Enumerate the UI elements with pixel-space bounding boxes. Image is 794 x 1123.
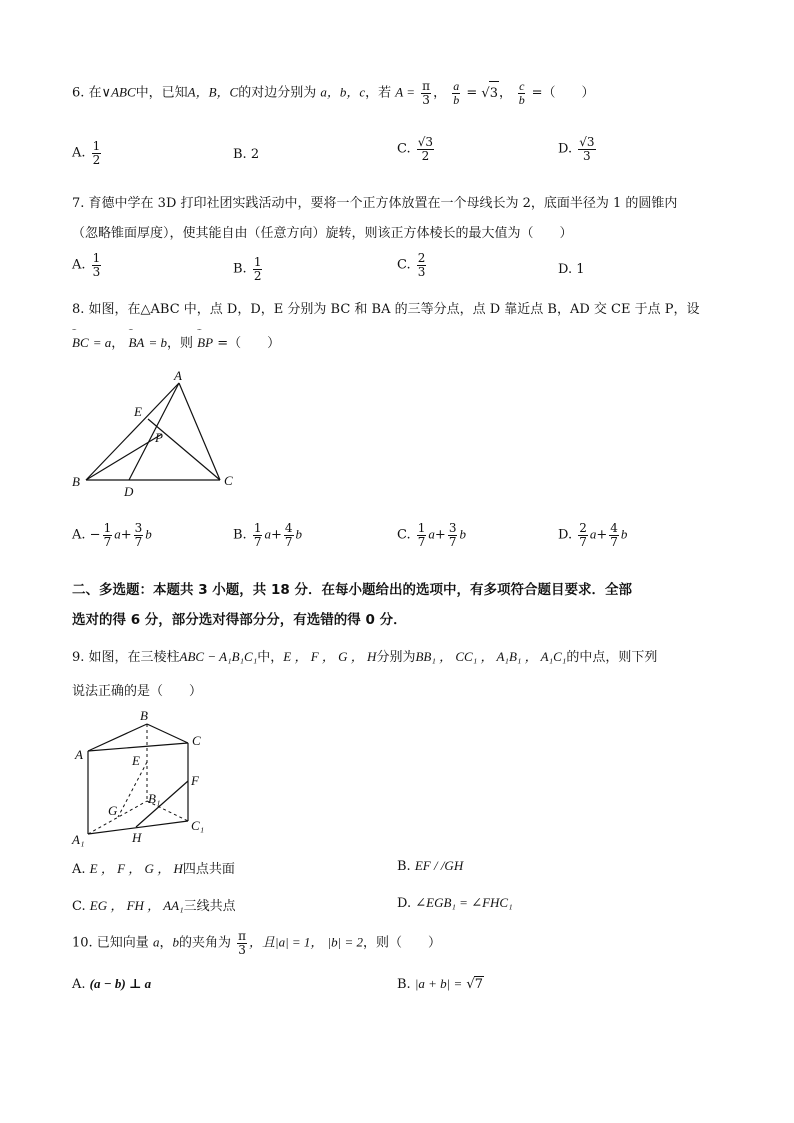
label-b: B (72, 474, 80, 489)
q7-option-c[interactable]: C. $\frac{2}{3}$ (397, 251, 426, 279)
q7-option-a[interactable]: A. $\frac{1}{3}$ (72, 251, 101, 279)
side-ab (86, 383, 179, 480)
label-e: E (132, 753, 140, 768)
q8-option-a[interactable]: A. − $\frac{1}{7}$ a+ $\frac{3}{7}$ b (72, 521, 152, 549)
a-over-b: $\frac{a}{b}$ (453, 79, 460, 107)
label-b1: B₁ (148, 791, 161, 806)
q6-option-a[interactable]: A. $\frac{1}{2}$ (72, 139, 101, 167)
section2-heading-line1: 二、多选题：本题共 3 小题，共 18 分．在每小题给出的选项中，有多项符合题目要求．全部 (72, 582, 632, 598)
q9-line2: 说法正确的是（ ） (72, 684, 203, 699)
q9-prism-figure (70, 706, 220, 852)
q6-option-b[interactable]: B. 2 (233, 147, 260, 162)
q8-option-c[interactable]: C. $\frac{1}{7}$ a+ $\frac{3}{7}$ b (397, 521, 466, 549)
segment-ad (129, 383, 179, 480)
q10-stem: 10. 已知向量 a，b的夹角为 $\frac{\pi}{3}$ ，且|a| = 1， |b| = 2，则（ ） (72, 929, 442, 957)
q8-line2: ᵕᵕᵕ BC = a， ᵕᵕᵕ BA = b，则 ᵕᵕᵕ BP =（ ） (72, 326, 281, 351)
side-ac (179, 383, 220, 480)
q8-option-b[interactable]: B. $\frac{1}{7}$ a+ $\frac{4}{7}$ b (233, 521, 303, 549)
label-c1: C₁ (191, 818, 205, 833)
q9-option-b[interactable]: B. EF / /GH (397, 858, 464, 874)
q9-line1: 9. 如图，在三棱柱ABC − A₁B₁C₁中，E ， F ， G ， H分别为BB₁ ， CC₁ ， A₁B₁ ， A₁C₁的中点，则下列 (72, 649, 658, 665)
q7-option-d[interactable]: D. 1 (558, 262, 585, 277)
q6-option-c[interactable]: C. $\frac{√3}{2}$ (397, 135, 434, 163)
pi-over-3: $\frac{\pi}{3}$ (422, 79, 431, 107)
label-g: G (108, 803, 118, 818)
q9-option-a[interactable]: A. E ， F ， G ， H四点共面 (72, 861, 235, 877)
q10-option-b[interactable]: B. |a + b| = √7 (397, 976, 483, 992)
label-c: C (224, 473, 233, 488)
label-c: C (192, 733, 201, 748)
q6-option-d[interactable]: D. $\frac{√3}{3}$ (558, 135, 595, 163)
label-p: P (155, 430, 163, 445)
label-a: A (75, 747, 83, 762)
segment-fh (136, 781, 188, 827)
q8-option-d[interactable]: D. $\frac{2}{7}$ a+ $\frac{4}{7}$ b (558, 521, 628, 549)
section2-heading-line2: 选对的得 6 分，部分选对得部分分，有选错的得 0 分． (72, 612, 407, 628)
q7-option-b[interactable]: B. $\frac{1}{2}$ (233, 255, 262, 283)
label-b: B (140, 708, 148, 723)
segment-ce (148, 419, 220, 480)
label-f: F (191, 773, 199, 788)
label-a1: A₁ (72, 832, 85, 847)
q8-triangle-figure (66, 366, 246, 501)
q10-option-a[interactable]: A. (a − b) ⊥ a (72, 976, 152, 992)
q7-line2: （忽略锥面厚度），使其能自由（任意方向）旋转，则该正方体棱长的最大值为（ ） (72, 226, 573, 241)
label-a: A (174, 368, 182, 383)
label-e: E (134, 404, 142, 419)
q9-option-c[interactable]: C. EG ， FH ， AA₁三线共点 (72, 898, 236, 914)
c-over-b: $\frac{c}{b}$ (518, 79, 525, 107)
q9-option-d[interactable]: D. ∠EGB₁ = ∠FHC₁ (397, 895, 513, 911)
q8-line1: 8. 如图，在△ABC 中，点 D，D，E 分别为 BC 和 BA 的三等分点，点 D 靠近点 B，AD 交 CE 于点 P，设 (72, 302, 700, 317)
sqrt-3: √3 (481, 86, 499, 101)
label-h: H (132, 830, 142, 845)
segment-eg (118, 762, 147, 817)
edge-bc (147, 724, 188, 743)
q7-line1: 7. 育德中学在 3D 打印社团实践活动中，要将一个正方体放置在一个母线长为 2，底面半径为 1 的圆锥内 (72, 196, 678, 211)
q6-stem: 6. 在∨ABC中，已知A，B，C的对边分别为 a，b，c，若 A = $\frac{\pi}{3}$ ， $\frac{a}{b}$ = √3， $\frac{c}{b}$ =（ ） (72, 79, 595, 107)
label-d: D (124, 484, 134, 499)
